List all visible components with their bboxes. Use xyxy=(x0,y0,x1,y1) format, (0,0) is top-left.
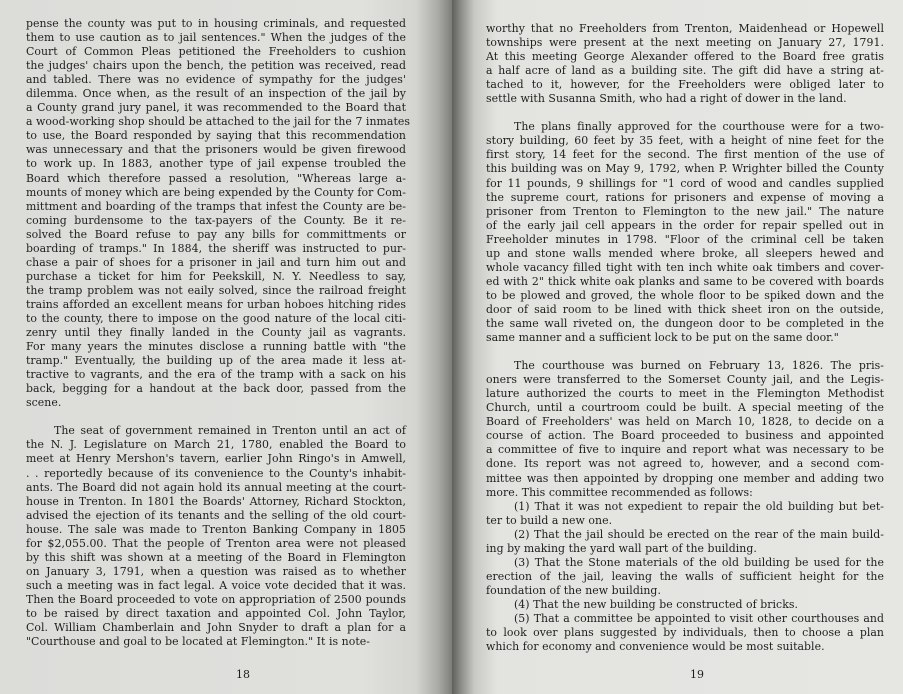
text-line: the judges' chairs upon the bench, the petition was received, read xyxy=(26,59,406,73)
text-line: same manner and a sufficient lock to be put on the same door." xyxy=(486,331,839,345)
text-line: solved the Board refuse to pay any bills for committments or xyxy=(26,227,406,241)
text-line: trains afforded an excellent means for urban hoboes hitching rides xyxy=(26,297,406,311)
text-line: the same wall riveted on, the dungeon door to be completed in the xyxy=(486,316,884,330)
text-line: (3) That the Stone materials of the old building be used for the xyxy=(514,555,884,569)
text-line: on January 3, 1791, when a question was raised as to whether xyxy=(26,564,406,578)
text-line: Col. William Chamberlain and John Snyder to draft a plan for a xyxy=(26,621,406,635)
left-page-body xyxy=(26,17,411,649)
text-line: ing by making the yard wall part of the building. xyxy=(486,541,757,555)
page-number-left: 18 xyxy=(236,668,250,681)
text-line: of the early jail cell appears in the order for repair spelled out in xyxy=(486,218,884,232)
text-line: coming burdensome to the tax-payers of the County. Be it re- xyxy=(26,213,406,227)
text-line: more. This committee recommended as follows: xyxy=(486,485,753,499)
text-line: to the county, there to impose on the good nature of the local citi- xyxy=(26,311,406,325)
text-line: a committee of five to inquire and report what was necessary to be xyxy=(486,443,884,457)
text-line: Board of Freeholders' was held on March 10, 1828, to decide on a xyxy=(486,415,884,429)
text-line: whole vacancy filled tight with ten inch white oak timbers and cover- xyxy=(486,260,884,274)
text-line: erection of the jail, leaving the walls of sufficient height for the xyxy=(486,569,884,583)
right-page xyxy=(452,0,903,694)
text-line: mittment and boarding of the tramps that infest the County are be- xyxy=(26,199,406,213)
text-line: meet at Henry Mershon's tavern, earlier John Ringo's in Amwell, xyxy=(26,452,406,466)
text-line: tramp." Eventually, the building up of the area made it less at- xyxy=(26,354,406,368)
text-line: house in Trenton. In 1801 the Boards' Attorney, Richard Stockton, xyxy=(26,494,406,508)
text-line: house. The sale was made to Trenton Banking Company in 1805 xyxy=(26,522,406,536)
text-line: a half acre of land as a building site. The gift did have a string at- xyxy=(486,64,884,78)
text-line: settle with Susanna Smith, who had a right of dower in the land. xyxy=(486,92,847,106)
text-line: scene. xyxy=(26,396,62,410)
text-line: a County grand jury panel, it was recommended to the Board that xyxy=(26,101,406,115)
text-line: oners were transferred to the Somerset County jail, and the Legis- xyxy=(486,373,884,387)
text-line: mounts of money which are being expended by the County for Com- xyxy=(26,185,406,199)
text-line: to use, the Board responded by saying that this recommendation xyxy=(26,129,406,143)
paragraph-gap xyxy=(486,106,884,120)
text-line: Freeholder minutes in 1798. "Floor of the criminal cell be taken xyxy=(486,232,884,246)
text-line: worthy that no Freeholders from Trenton, Maidenhead or Hopewell xyxy=(486,22,884,35)
text-line: tractive to vagrants, and the era of the tramp with a sack on his xyxy=(26,368,406,382)
text-line: and tabled. There was no evidence of sympathy for the judges' xyxy=(26,73,406,87)
text-line: ter to build a new one. xyxy=(486,513,613,527)
paragraph-gap xyxy=(26,410,406,424)
text-line: boarding of tramps." In 1884, the sheriff was instructed to pur- xyxy=(26,241,406,255)
text-line: advised the ejection of its tenants and the selling of the old court- xyxy=(26,508,406,522)
text-line: which for economy and convenience would be most suitable. xyxy=(486,640,825,654)
text-line: For many years the minutes disclose a running battle with "the xyxy=(26,340,406,354)
text-line: chase a pair of shoes for a prisoner in jail and turn him out and xyxy=(26,255,406,269)
text-line: the N. J. Legislature on March 21, 1780, enabled the Board to xyxy=(26,438,406,452)
text-line: tached to it, however, for the Freeholders were obliged later to xyxy=(486,78,884,92)
text-line: first story, 14 feet for the second. The first mention of the use of xyxy=(486,148,884,162)
text-line: . . reportedly because of its convenience to the County's inhabit- xyxy=(26,466,406,480)
text-line: was unnecessary and that the prisoners would be given firewood xyxy=(26,143,406,157)
text-line: The seat of government remained in Trenton until an act of xyxy=(54,424,406,438)
text-line: them to use caution as to jail sentences." When the judges of the xyxy=(26,31,406,45)
text-line: door of said room to be lined with thick sheet iron on the outside, xyxy=(486,302,884,316)
text-line: prisoner from Trenton to Flemington to the new jail." The nature xyxy=(486,204,884,218)
text-line: this building was on May 9, 1792, when P. Wrighter billed the County xyxy=(486,162,884,176)
text-line: "Courthouse and goal to be located at Flemington." It is note- xyxy=(26,635,370,649)
text-line: story building, 60 feet by 35 feet, with a height of nine feet for the xyxy=(486,134,884,148)
text-line: back, begging for a handout at the back door, passed from the xyxy=(26,382,406,396)
text-line: to look over plans suggested by individuals, then to choose a plan xyxy=(486,626,884,640)
text-line: foundation of the new building. xyxy=(486,583,661,597)
text-line: for 11 pounds, 9 shillings for "1 cord of wood and candles supplied xyxy=(486,176,884,190)
text-line: the supreme court, rations for prisoners and expense of moving a xyxy=(486,190,884,204)
text-line: the tramp problem was not eaily solved, since the railroad freight xyxy=(26,283,406,297)
text-line: purchase a ticket for him for Peekskill, N. Y. Needless to say, xyxy=(26,269,406,283)
text-line: At this meeting George Alexander offered to the Board free gratis xyxy=(486,50,884,64)
text-line: done. Its report was not agreed to, however, and a second com- xyxy=(486,457,884,471)
page-number-right: 19 xyxy=(690,668,704,681)
text-line: course of action. The Board proceeded to business and appointed xyxy=(486,429,884,443)
text-line: zenry until they finally landed in the County jail as vagrants. xyxy=(26,326,406,340)
text-line: The plans finally approved for the courthouse were for a two- xyxy=(514,120,884,134)
text-line: The courthouse was burned on February 13, 1826. The pris- xyxy=(514,359,884,373)
text-line: townships were present at the next meeting on January 27, 1791. xyxy=(486,36,884,50)
text-line: lature authorized the courts to meet in the Flemington Methodist xyxy=(486,387,884,401)
text-line: ed with 2" thick white oak planks and same to be covered with boards xyxy=(486,274,884,288)
text-line: Church, until a courtroom could be built. A special meeting of the xyxy=(486,401,884,415)
text-line: a wood-working shop should be attached to the jail for the 7 inmates xyxy=(26,115,411,129)
text-line: Board which therefore passed a resolution, "Whereas large a- xyxy=(26,171,406,185)
text-line: by this shift was shown at a meeting of the Board in Flemington xyxy=(26,550,406,564)
text-line: (5) That a committee be appointed to visit other courthouses and xyxy=(514,611,884,625)
text-line: such a meeting was in fact legal. A voice vote decided that it was. xyxy=(26,578,406,592)
right-page-body xyxy=(486,22,884,654)
text-line: ants. The Board did not again hold its annual meeting at the court- xyxy=(26,480,406,494)
text-line: pense the county was put to in housing criminals, and requested xyxy=(26,17,406,30)
text-line: (2) That the jail should be erected on the rear of the main build- xyxy=(514,527,884,541)
text-line: (4) That the new building be constructed of bricks. xyxy=(514,597,798,611)
text-line: Court of Common Pleas petitioned the Freeholders to cushion xyxy=(26,45,406,59)
text-line: dilemma. Once when, as the result of an inspection of the jail by xyxy=(26,87,406,101)
paragraph-gap xyxy=(486,345,884,359)
text-line: mittee was then appointed by dropping one member and adding two xyxy=(486,471,884,485)
text-line: for $2,055.00. That the people of Trenton area were not pleased xyxy=(26,536,406,550)
text-line: to work up. In 1883, another type of jail expense troubled the xyxy=(26,157,406,171)
text-line: up and stone walls mended where broke, all sleepers hewed and xyxy=(486,246,884,260)
text-line: (1) That it was not expedient to repair the old building but bet- xyxy=(514,499,884,513)
text-line: to be plowed and groved, the whole floor to be spiked down and the xyxy=(486,288,884,302)
text-line: Then the Board proceeded to vote on appropriation of 2500 pounds xyxy=(26,592,406,606)
text-line: to be raised by direct taxation and appointed Col. John Taylor, xyxy=(26,606,406,620)
